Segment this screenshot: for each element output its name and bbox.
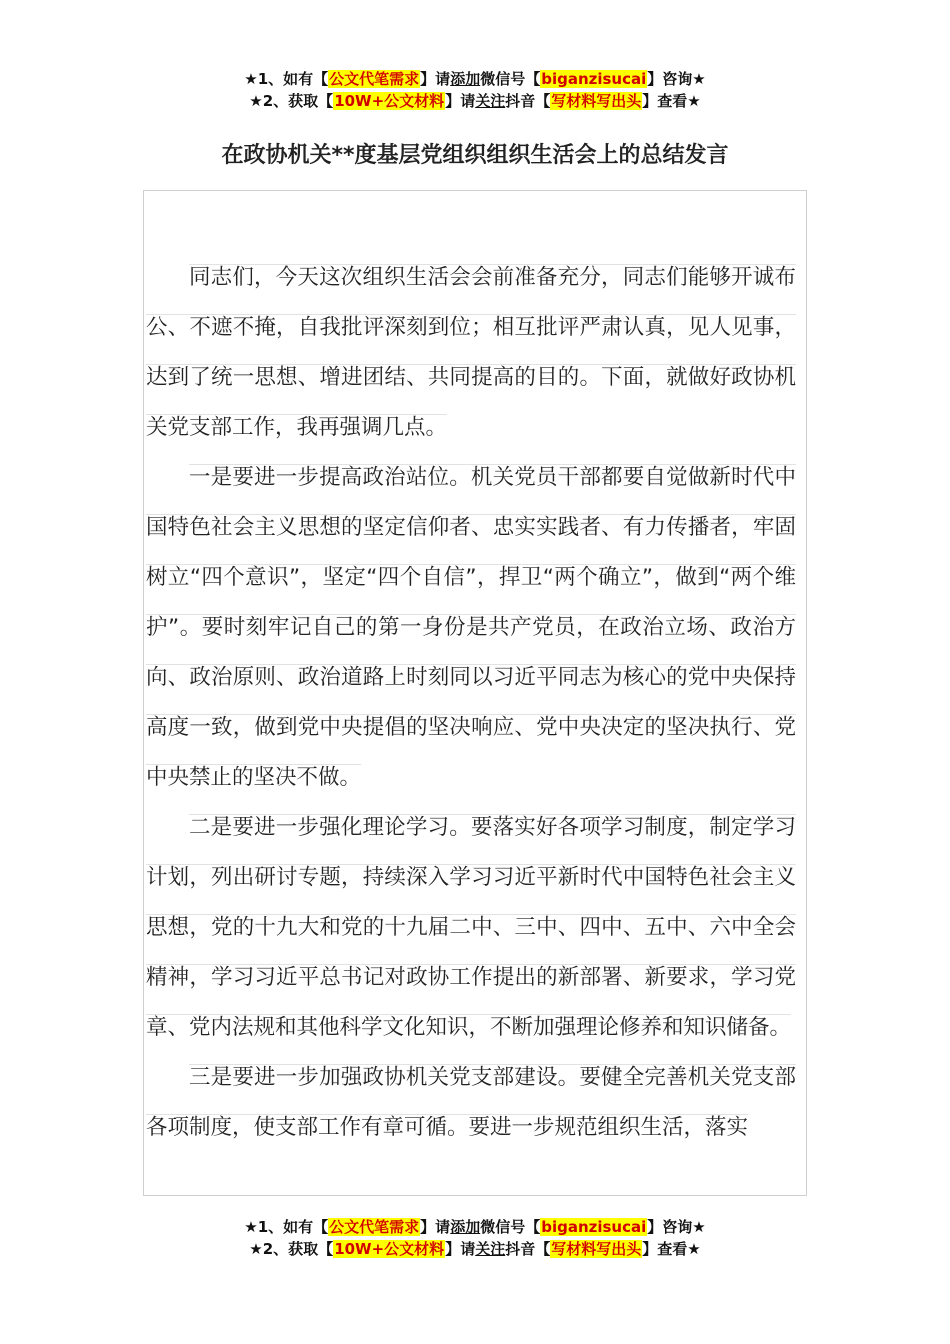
banner-highlight: 10W+公文材料 xyxy=(334,92,445,110)
document-body xyxy=(146,253,796,1153)
banner-text: 】咨询★ xyxy=(647,70,706,88)
banner-highlight: 公文代笔需求 xyxy=(329,70,420,88)
document-body-frame xyxy=(143,190,807,1196)
header-banner xyxy=(0,68,950,112)
banner-highlight: 写材料写出头 xyxy=(551,1240,642,1258)
banner-highlight: biganzisucai xyxy=(541,1218,647,1236)
banner-text: 抖音【 xyxy=(505,1240,551,1258)
page-title: 在政协机关**度基层党组织组织生活会上的总结发言 xyxy=(221,143,729,168)
paragraph-text: 三是要进一步加强政协机关党支部建设。要健全完善机关党支部各项制度，使支部工作有章可循。要进一步规范组织生活，落实 xyxy=(146,1065,796,1140)
banner-line-1 xyxy=(0,68,950,90)
banner-highlight: 写材料写出头 xyxy=(551,92,642,110)
banner-text: 】咨询★ xyxy=(647,1218,706,1236)
paragraph-text: 同志们，今天这次组织生活会会前准备充分，同志们能够开诚布公、不遮不掩，自我批评深刻到位；相互批评严肃认真，见人见事，达到了统一思想、增进团结、共同提高的目的。下面，就做好政协机关党支部工作，我再强调几点。 xyxy=(146,265,796,440)
banner-underline: 添加 xyxy=(450,1218,481,1236)
banner-highlight: 公文代笔需求 xyxy=(329,1218,420,1236)
banner-line-1 xyxy=(0,1216,950,1238)
paragraph xyxy=(146,453,796,803)
paragraph xyxy=(146,253,796,453)
banner-line-2 xyxy=(0,1238,950,1260)
paragraph xyxy=(146,803,796,1053)
banner-line-2 xyxy=(0,90,950,112)
banner-underline: 添加 xyxy=(450,70,481,88)
footer-banner xyxy=(0,1216,950,1260)
banner-text: ★2、获取【 xyxy=(249,92,334,110)
paragraph xyxy=(146,1053,796,1153)
banner-text: 微信号【 xyxy=(480,70,541,88)
banner-text: 抖音【 xyxy=(505,92,551,110)
banner-text: 】请 xyxy=(445,92,476,110)
banner-underline: 关注 xyxy=(475,1240,506,1258)
banner-highlight: 10W+公文材料 xyxy=(334,1240,445,1258)
banner-text: ★1、如有【 xyxy=(244,70,329,88)
banner-underline: 关注 xyxy=(475,92,506,110)
paragraph-text: 二是要进一步强化理论学习。要落实好各项学习制度，制定学习计划，列出研讨专题，持续深入学习习近平新时代中国特色社会主义思想，党的十九大和党的十九届二中、三中、四中、五中、六中全会精神，学习习近平总书记对政协工作提出的新部署、新要求，学习党章、党内法规和其他科学文化知识，不断加强理论修养和知识储备。 xyxy=(146,815,796,1040)
banner-text: 】请 xyxy=(445,1240,476,1258)
paragraph-text: 一是要进一步提高政治站位。机关党员干部都要自觉做新时代中国特色社会主义思想的坚定信仰者、忠实实践者、有力传播者，牢固树立“四个意识”，坚定“四个自信”，捍卫“两个确立”，做到“两个维护”。要时刻牢记自己的第一身份是共产党员，在政治立场、政治方向、政治原则、政治道路上时刻同以习近平同志为核心的党中央保持高度一致，做到党中央提倡的坚决响应、党中央决定的坚决执行、党中央禁止的坚决不做。 xyxy=(146,465,796,790)
banner-text: 】请 xyxy=(420,70,451,88)
banner-text: ★2、获取【 xyxy=(249,1240,334,1258)
banner-text: 微信号【 xyxy=(480,1218,541,1236)
banner-text: ★1、如有【 xyxy=(244,1218,329,1236)
banner-text: 】查看★ xyxy=(642,92,701,110)
banner-text: 】查看★ xyxy=(642,1240,701,1258)
banner-highlight: biganzisucai xyxy=(541,70,647,88)
banner-text: 】请 xyxy=(420,1218,451,1236)
